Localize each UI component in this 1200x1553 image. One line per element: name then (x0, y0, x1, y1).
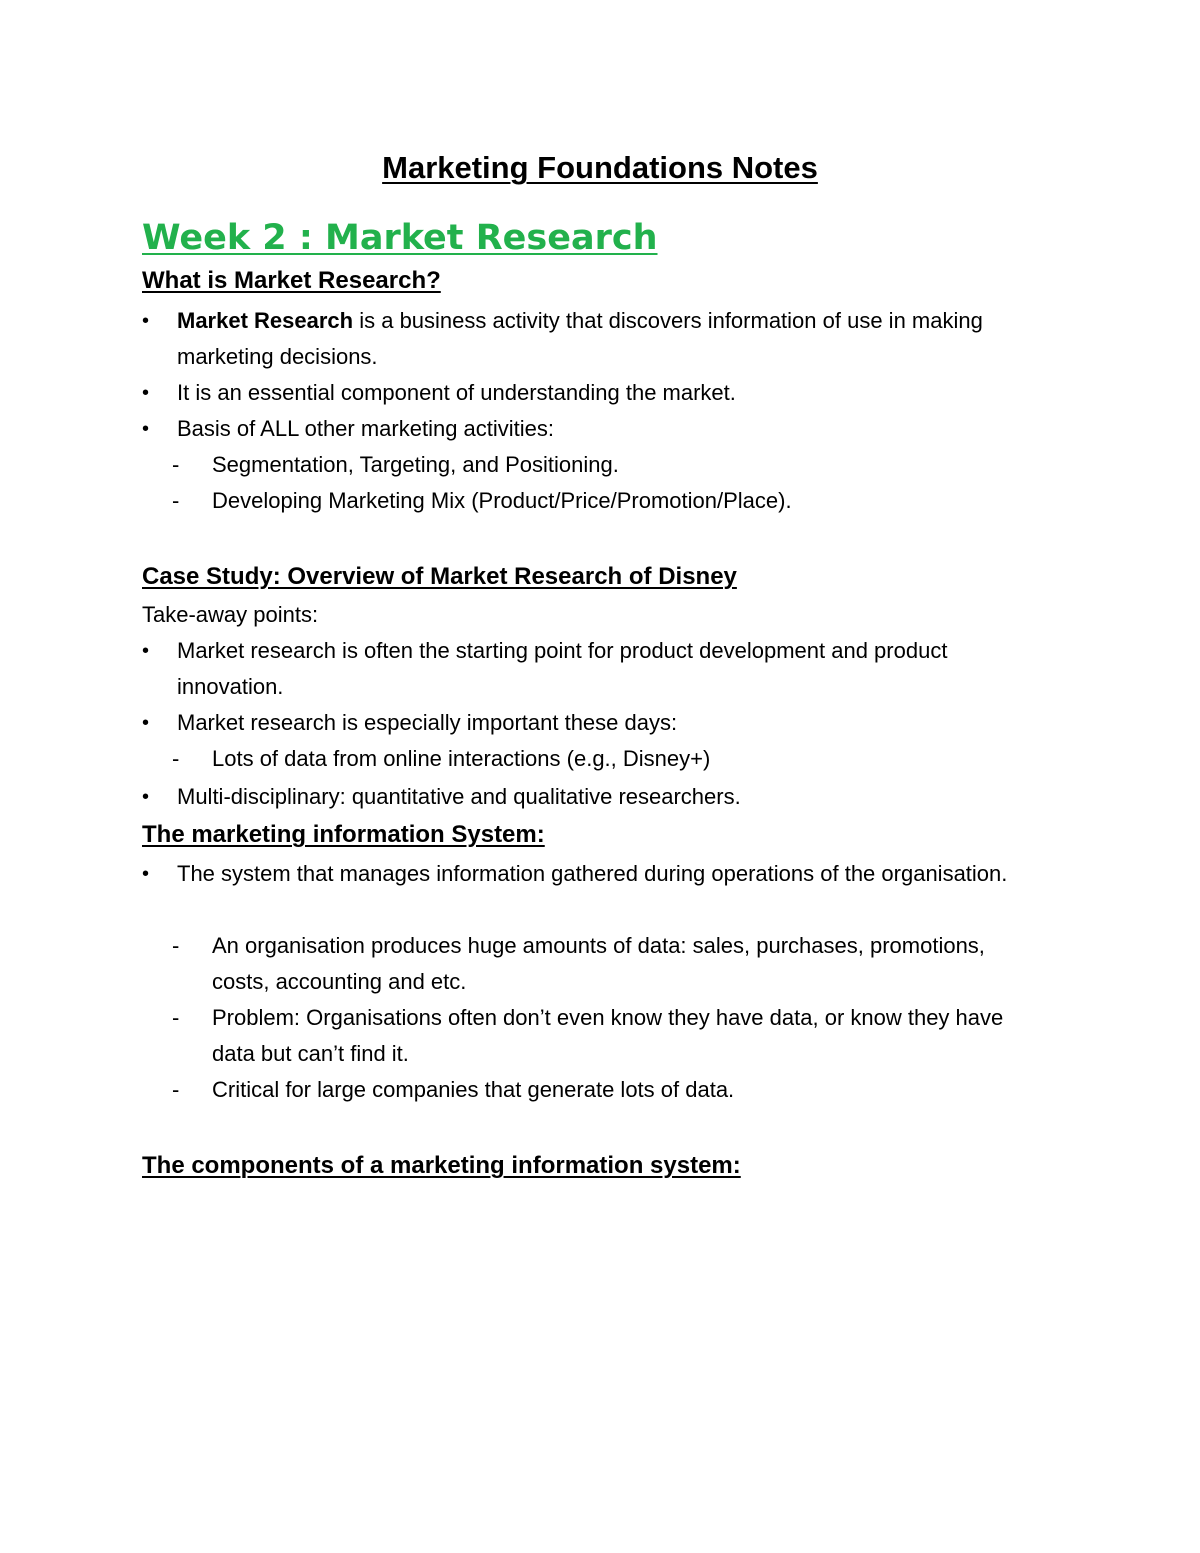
dash-marker: - (172, 488, 180, 513)
section-heading-what-is-market-research: What is Market Research? (142, 267, 441, 294)
list-item-text: The system that manages information gathered during operations of the organisation. (177, 861, 1008, 886)
sub-list-item-text: Critical for large companies that generate lots of data. (212, 1077, 735, 1102)
bullet-marker: • (142, 382, 150, 404)
bullet-marker: • (142, 712, 150, 734)
section-heading-marketing-information-system: The marketing information System: (142, 821, 545, 848)
list-item-text: Market research is especially important these days: (177, 710, 678, 735)
list-item-text (177, 303, 1022, 375)
list-item-text: Multi-disciplinary: quantitative and qualitative researchers. (177, 784, 741, 809)
sub-list-item-text: Problem: Organisations often don’t even know they have data, or know they have data but can’t find it. (212, 1005, 1004, 1066)
bold-term: Market Research (177, 308, 354, 333)
dash-marker: - (172, 1005, 180, 1030)
sub-list-item-text: Developing Marketing Mix (Product/Price/Promotion/Place). (212, 488, 792, 513)
bullet-marker: • (142, 786, 150, 808)
document-title: Marketing Foundations Notes (382, 150, 818, 185)
list-item-text: Basis of ALL other marketing activities: (177, 416, 555, 441)
sub-list-item (172, 741, 1022, 777)
list-item-text: It is an essential component of understanding the market. (177, 380, 736, 405)
dash-marker: - (172, 746, 180, 771)
bullet-marker: • (142, 418, 150, 440)
intro-text: Take-away points: (142, 602, 319, 627)
list-item (142, 705, 1022, 741)
list-item (142, 411, 1022, 447)
week-heading: Week 2 : Market Research (142, 218, 658, 258)
sub-list-item (172, 447, 1022, 483)
sub-list-item-text: Lots of data from online interactions (e.g., Disney+) (212, 746, 711, 771)
sub-list-item (172, 1000, 1022, 1072)
list-item (142, 375, 1022, 411)
dash-marker: - (172, 1077, 180, 1102)
list-item (142, 856, 1022, 892)
dash-marker: - (172, 933, 180, 958)
sub-list-item (172, 483, 1022, 519)
sub-list-item-text: Segmentation, Targeting, and Positioning. (212, 452, 619, 477)
list-item (142, 633, 1022, 705)
list-item-text: Market research is often the starting point for product development and product innovation. (177, 638, 948, 699)
list-item-text-rest: is a business activity that discovers information of use in making marketing decisions. (177, 308, 983, 369)
bullet-marker: • (142, 310, 150, 332)
sub-list-item-text: An organisation produces huge amounts of data: sales, purchases, promotions, costs, accounting and etc. (212, 933, 985, 994)
bullet-marker: • (142, 863, 150, 885)
section-heading-components: The components of a marketing information system: (142, 1152, 741, 1179)
sub-list-item (172, 1072, 1022, 1108)
bullet-marker: • (142, 640, 150, 662)
dash-marker: - (172, 452, 180, 477)
section-heading-case-study: Case Study: Overview of Market Research of Disney (142, 563, 737, 590)
list-item (142, 303, 1022, 375)
list-item (142, 779, 1022, 815)
sub-list-item (172, 928, 1022, 1000)
